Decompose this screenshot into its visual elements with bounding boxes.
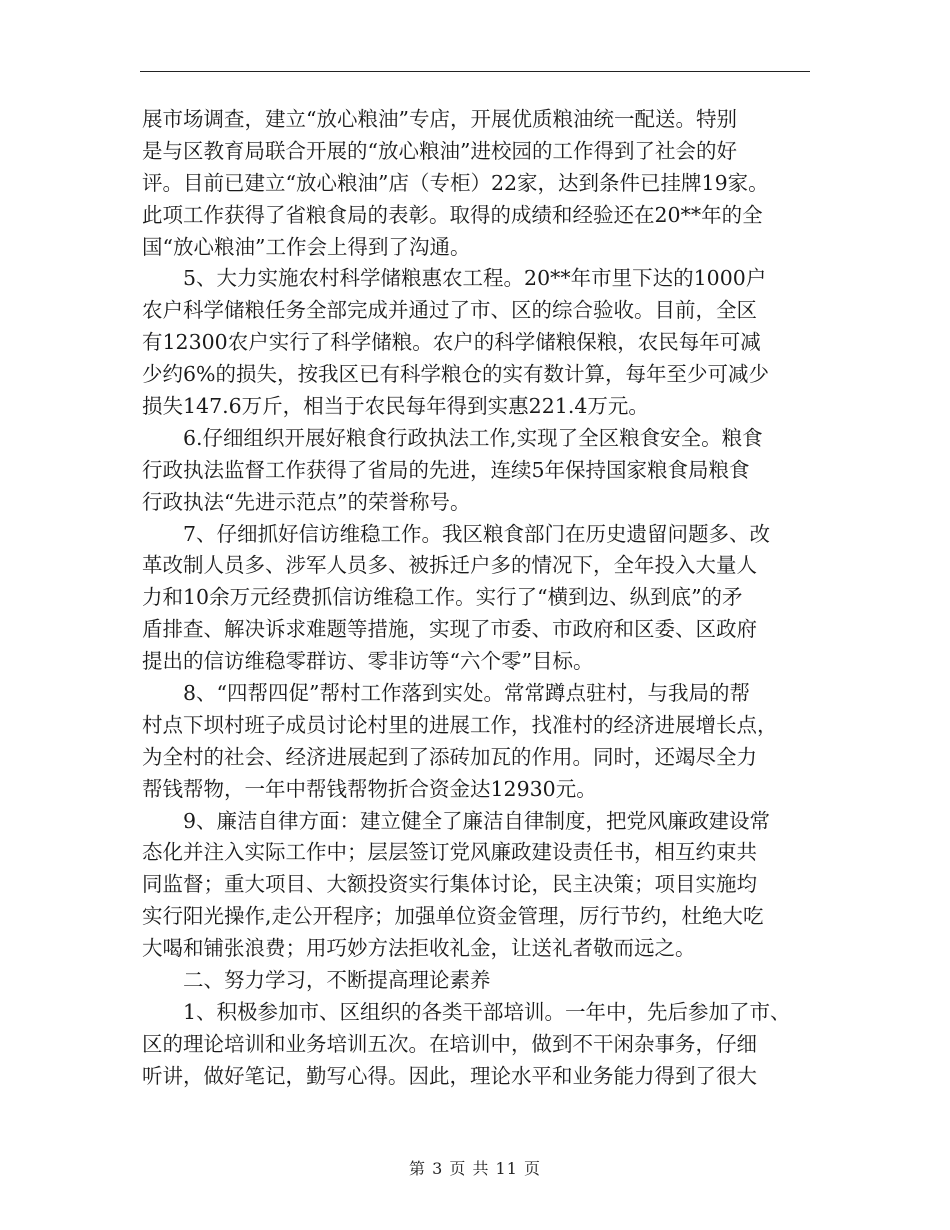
text-line: 听讲，做好笔记，勤写心得。因此，理论水平和业务能力得到了很大 <box>142 1063 757 1088</box>
text-line: 盾排查、解决诉求难题等措施，实现了市委、市政府和区委、区政府 <box>142 617 757 642</box>
text-line: 革改制人员多、涉军人员多、被拆迁户多的情况下，全年投入大量人 <box>142 553 757 578</box>
paragraph <box>142 965 814 997</box>
text-line: 少约6%的损失，按我区已有科学粮仓的实有数计算，每年至少可减少 <box>142 362 770 387</box>
text-line: 行政执法“先进示范点”的荣誉称号。 <box>142 489 471 514</box>
text-line: 帮钱帮物，一年中帮钱帮物折合资金达12930元。 <box>142 776 597 801</box>
text-line: 行政执法监督工作获得了省局的先进，连续5年保持国家粮食局粮食 <box>142 457 750 482</box>
text-line: 同监督；重大项目、大额投资实行集体讨论，民主决策；项目实施均 <box>142 872 757 897</box>
header-rule <box>140 71 810 72</box>
text-line: 8、“四帮四促”帮村工作落到实处。常常蹲点驻村，与我局的帮 <box>183 681 751 706</box>
text-line: 是与区教育局联合开展的“放心粮油”进校园的工作得到了社会的好 <box>142 138 737 163</box>
text-line: 村点下坝村班子成员讨论村里的进展工作，找准村的经济进展增长点， <box>142 712 778 737</box>
text-line: 为全村的社会、经济进展起到了添砖加瓦的作用。同时，还竭尽全力 <box>142 744 757 769</box>
text-line: 评。目前已建立“放心粮油”店（专柜）22家，达到条件已挂牌19家。 <box>142 170 769 195</box>
text-line: 损失147.6万斤，相当于农民每年得到实惠221.4万元。 <box>142 394 649 419</box>
text-line: 态化并注入实际工作中；层层签订党风廉政建设责任书，相互约束共 <box>142 840 757 865</box>
paragraph <box>142 423 814 519</box>
paragraph <box>142 519 814 678</box>
body-text <box>142 104 814 1093</box>
text-line: 展市场调查，建立“放心粮油”专店，开展优质粮油统一配送。特别 <box>142 107 737 131</box>
paragraph <box>142 806 814 965</box>
text-line: 区的理论培训和业务培训五次。在培训中，做到不干闲杂事务，仔细 <box>142 1031 757 1056</box>
text-line: 二、努力学习，不断提高理论素养 <box>183 968 491 993</box>
paragraph <box>142 997 814 1093</box>
text-line: 7、仔细抓好信访维稳工作。我区粮食部门在历史遗留问题多、改 <box>183 521 771 546</box>
text-line: 提出的信访维稳零群访、零非访等“六个零”目标。 <box>142 649 594 674</box>
paragraph <box>142 104 814 263</box>
text-line: 9、廉洁自律方面：建立健全了廉洁自律制度，把党风廉政建设常 <box>183 808 771 833</box>
text-line: 大喝和铺张浪费；用巧妙方法拒收礼金，让送礼者敬而远之。 <box>142 936 696 961</box>
text-line: 力和10余万元经费抓信访维稳工作。实行了“横到边、纵到底”的矛 <box>142 585 743 610</box>
text-line: 此项工作获得了省粮食局的表彰。取得的成绩和经验还在20**年的全 <box>142 202 763 227</box>
text-line: 实行阳光操作,走公开程序；加强单位资金管理，厉行节约，杜绝大吃 <box>142 904 764 929</box>
paragraph <box>142 263 814 422</box>
text-line: 5、大力实施农村科学储粮惠农工程。20**年市里下达的1000户 <box>183 266 767 291</box>
page-footer: 第 3 页 共 11 页 <box>409 1159 541 1178</box>
text-line: 1、积极参加市、区组织的各类干部培训。一年中，先后参加了市、 <box>183 999 791 1024</box>
text-line: 有12300农户实行了科学储粮。农户的科学储粮保粮，农民每年可减 <box>142 330 761 355</box>
text-line: 农户科学储粮任务全部完成并通过了市、区的综合验收。目前，全区 <box>142 298 757 323</box>
text-line: 国“放心粮油”工作会上得到了沟通。 <box>142 234 471 259</box>
text-line: 6.仔细组织开展好粮食行政执法工作,实现了全区粮食安全。粮食 <box>183 425 763 450</box>
paragraph <box>142 678 814 806</box>
